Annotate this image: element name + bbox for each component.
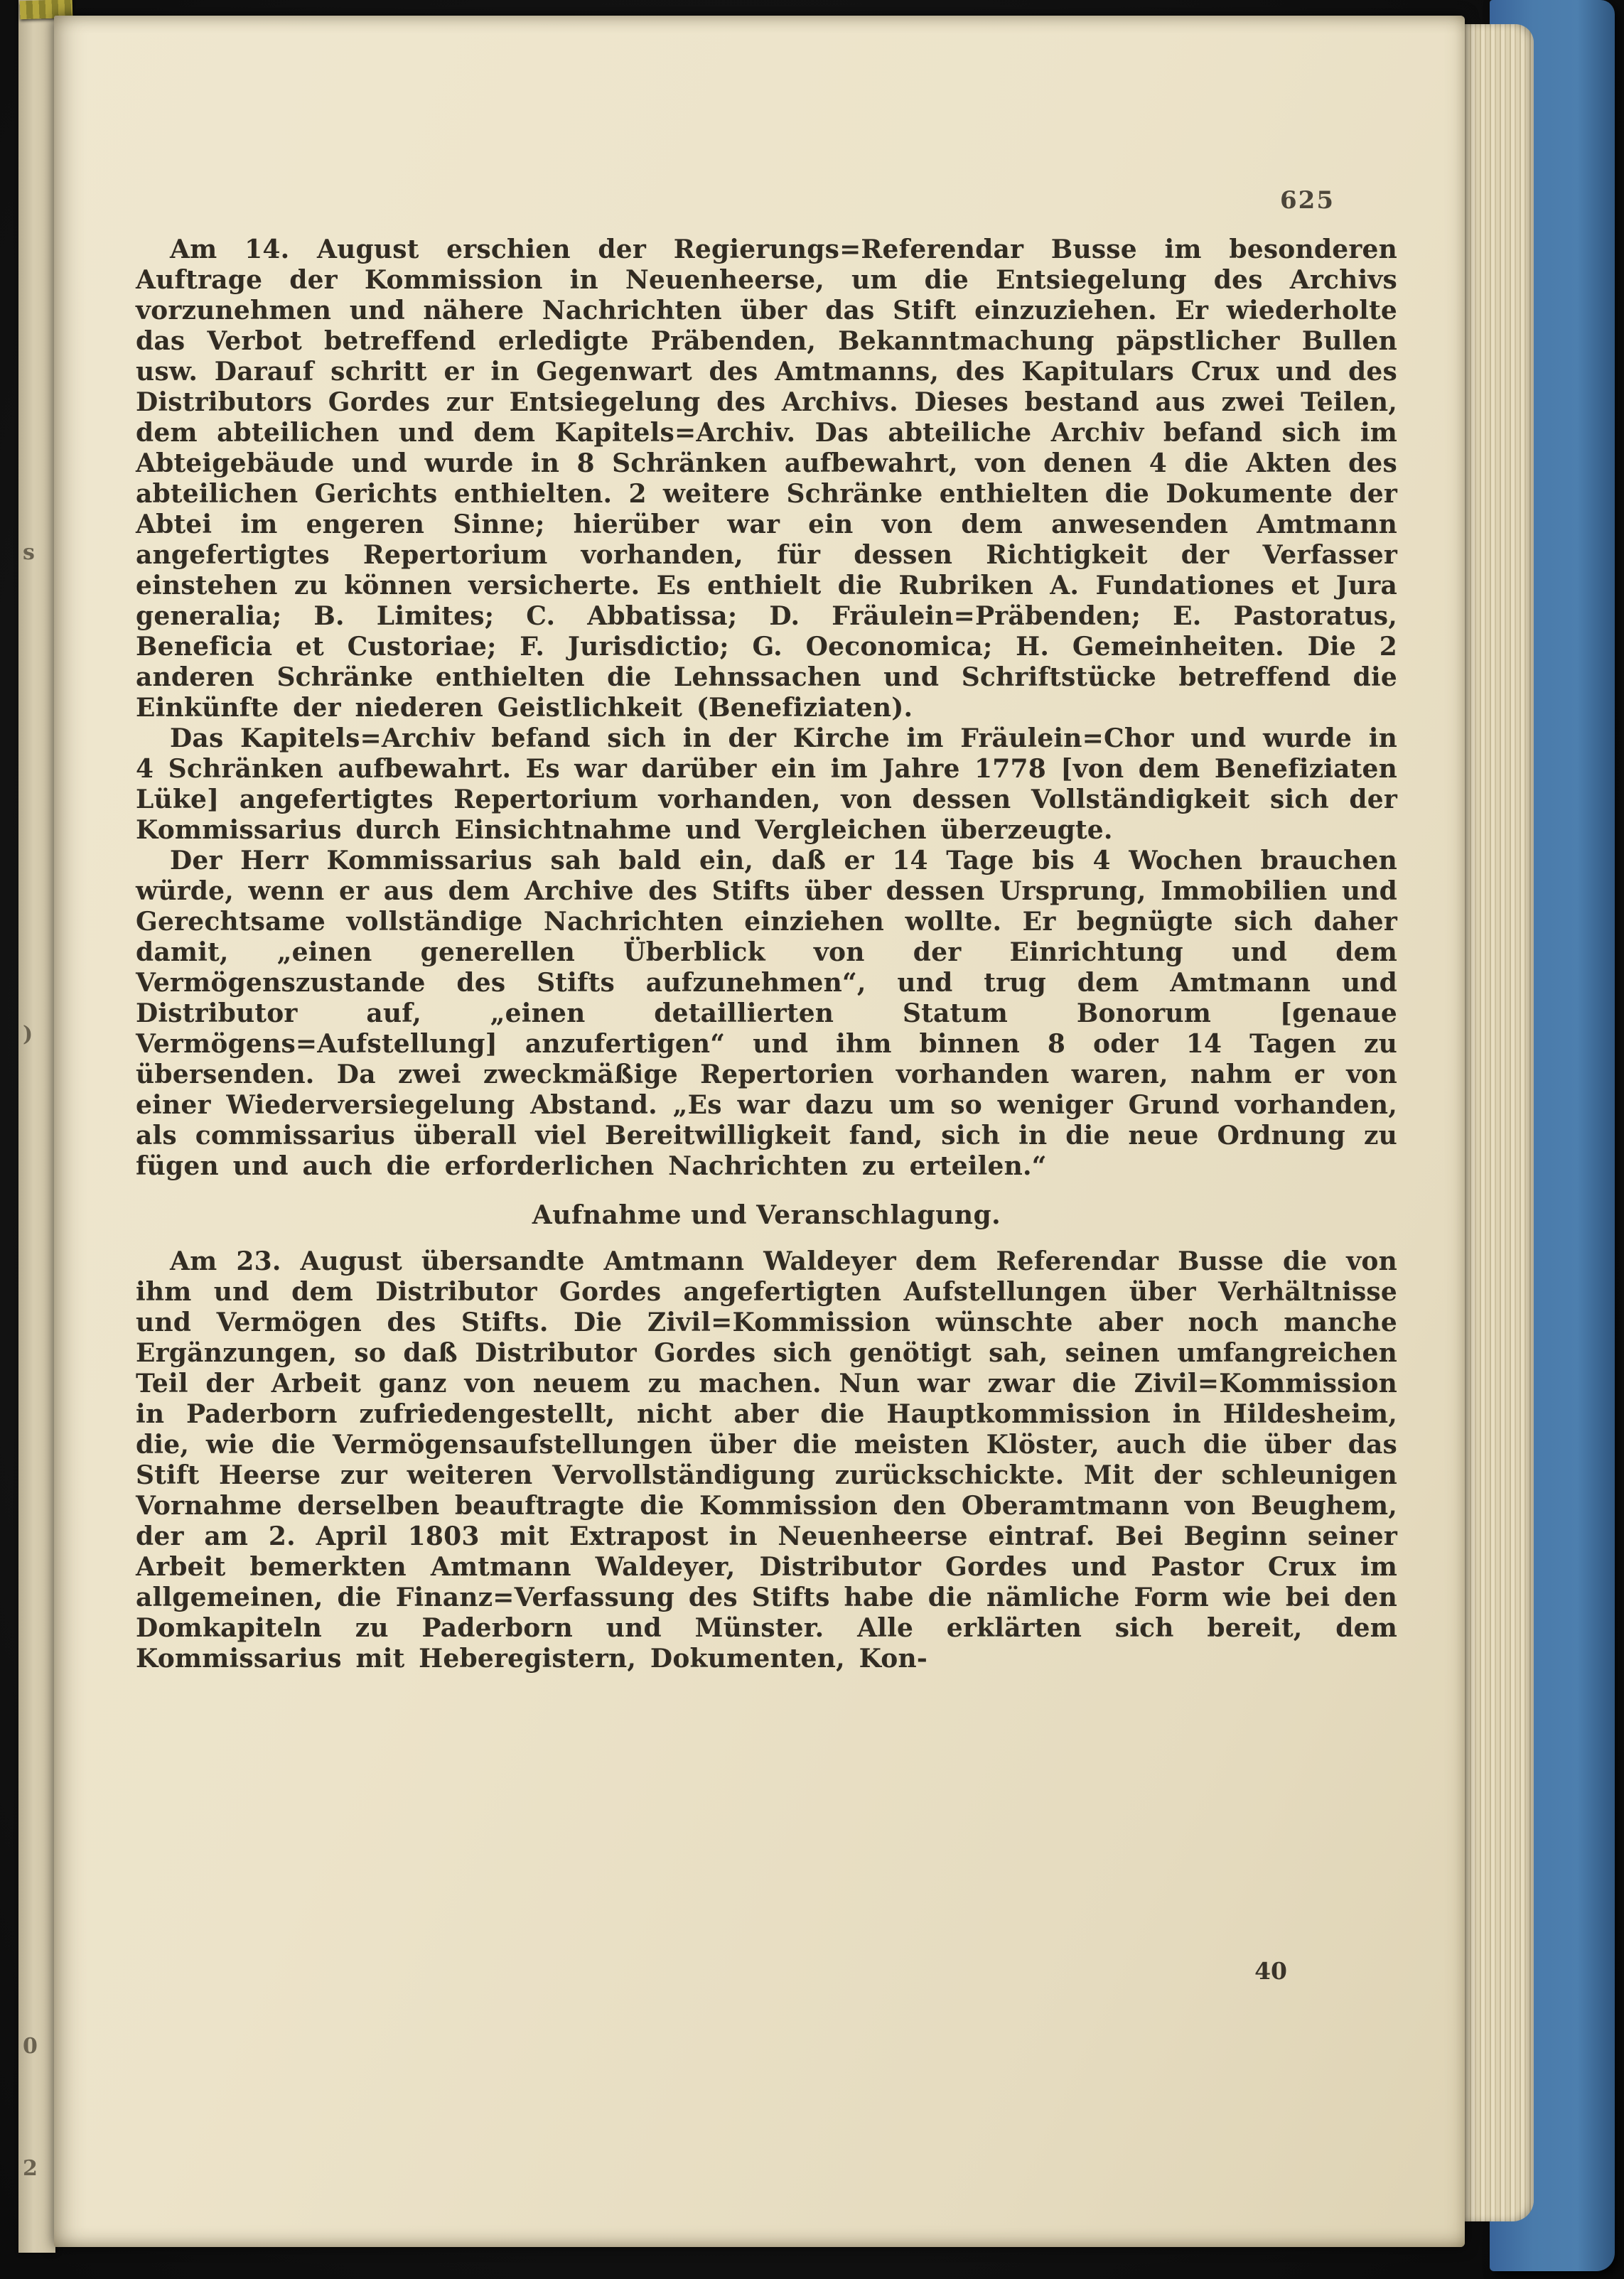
edge-text-fragment: 0 bbox=[23, 2034, 38, 2059]
page-edge-stack bbox=[1461, 24, 1534, 2221]
page-content bbox=[136, 186, 1397, 1674]
facing-page-edge bbox=[18, 0, 55, 2253]
edge-text-fragment: 2 bbox=[23, 2156, 38, 2181]
edge-text-fragment: ) bbox=[23, 1022, 33, 1047]
edge-text-fragment: s bbox=[23, 540, 35, 565]
paragraph: Der Herr Kommissarius sah bald ein, daß er 14 Tage bis 4 Wochen brauchen würde, wenn er aus dem Archive des Stifts über dessen Ursprung, Immobilien und Gerechtsame vollständige Nachrichten einziehen wollte. Er begnügte sich daher damit, „einen generellen Überblick von der Einrichtung und dem Vermögenszustande des Stifts aufzunehmen“, und trug dem Amtmann und Distributor auf, „einen detaillierten Statum Bonorum [genaue Vermögens=Aufstellung] anzufertigen“ und ihm binnen 8 oder 14 Tagen zu übersenden. Da zwei zweckmäßige Repertorien vorhanden waren, nahm er von einer Wiederversiegelung Abstand. „Es war dazu um so weniger Grund vorhanden, als commissarius überall viel Bereitwilligkeit fand, sich in die neue Ordnung zu fügen und auch die erforderlichen Nachrichten zu erteilen.“ bbox=[136, 846, 1397, 1181]
section-heading: Aufnahme und Veranschlagung. bbox=[532, 1200, 1001, 1230]
page-number: 625 bbox=[1280, 186, 1335, 215]
book-page bbox=[54, 16, 1465, 2247]
paragraph: Das Kapitels=Archiv befand sich in der Kirche im Fräulein=Chor und wurde in 4 Schränken aufbewahrt. Es war darüber ein im Jahre 1778 [von dem Benefiziaten Lüke] angefertigtes Repertorium vorhanden, von dessen Vollständigkeit sich der Kommissarius durch Einsichtnahme und Vergleichen überzeugte. bbox=[136, 723, 1397, 845]
paragraph: Am 23. August übersandte Amtmann Waldeyer dem Referendar Busse die von ihm und dem Distributor Gordes angefertigten Aufstellungen über Verhältnisse und Vermögen des Stifts. Die Zivil=Kommission wünschte aber noch manche Ergänzungen, so daß Distributor Gordes sich genötigt sah, seinen umfangreichen Teil der Arbeit ganz von neuem zu machen. Nun war zwar die Zivil=Kommission in Paderborn zufriedengestellt, nicht aber die Hauptkommission in Hildesheim, die, wie die Vermögensaufstellungen über die meisten Klöster, auch die über das Stift Heerse zur weiteren Vervollständigung zurückschickte. Mit der schleunigen Vornahme derselben beauftragte die Kommission den Oberamtmann von Beughem, der am 2. April 1803 mit Extrapost in Neuenheerse eintraf. Bei Beginn seiner Arbeit bemerkten Amtmann Waldeyer, Distributor Gordes und Pastor Crux im allgemeinen, die Finanz=Verfassung des Stifts habe die nämliche Form wie bei den Domkapiteln zu Paderborn und Münster. Alle erklärten sich bereit, dem Kommissarius mit Heberegistern, Dokumenten, Kon- bbox=[136, 1246, 1397, 1674]
sheet-number: 40 bbox=[1254, 1957, 1287, 1985]
paragraph: Am 14. August erschien der Regierungs=Referendar Busse im besonderen Auftrage der Kommission in Neuenheerse, um die Entsiegelung des Archivs vorzunehmen und nähere Nachrichten über das Stift einzuziehen. Er wiederholte das Verbot betreffend erledigte Präbenden, Bekanntmachung päpstlicher Bullen usw. Darauf schritt er in Gegenwart des Amtmanns, des Kapitulars Crux und des Distributors Gordes zur Entsiegelung des Archivs. Dieses bestand aus zwei Teilen, dem abteilichen und dem Kapitels=Archiv. Das abteiliche Archiv befand sich im Abteigebäude und wurde in 8 Schränken aufbewahrt, von denen 4 die Akten des abteilichen Gerichts enthielten. 2 weitere Schränke enthielten die Dokumente der Abtei im engeren Sinne; hierüber war ein von dem anwesenden Amtmann angefertigtes Repertorium vorhanden, für dessen Richtigkeit der Verfasser einstehen zu können versicherte. Es enthielt die Rubriken A. Fundationes et Jura generalia; B. Limites; C. Abbatissa; D. Fräulein=Präbenden; E. Pastoratus, Beneficia et Custoriae; F. Jurisdictio; G. Oeconomica; H. Gemeinheiten. Die 2 anderen Schränke enthielten die Lehnssachen und Schriftstücke betreffend die Einkünfte der niederen Geistlichkeit (Benefiziaten). bbox=[136, 235, 1397, 723]
